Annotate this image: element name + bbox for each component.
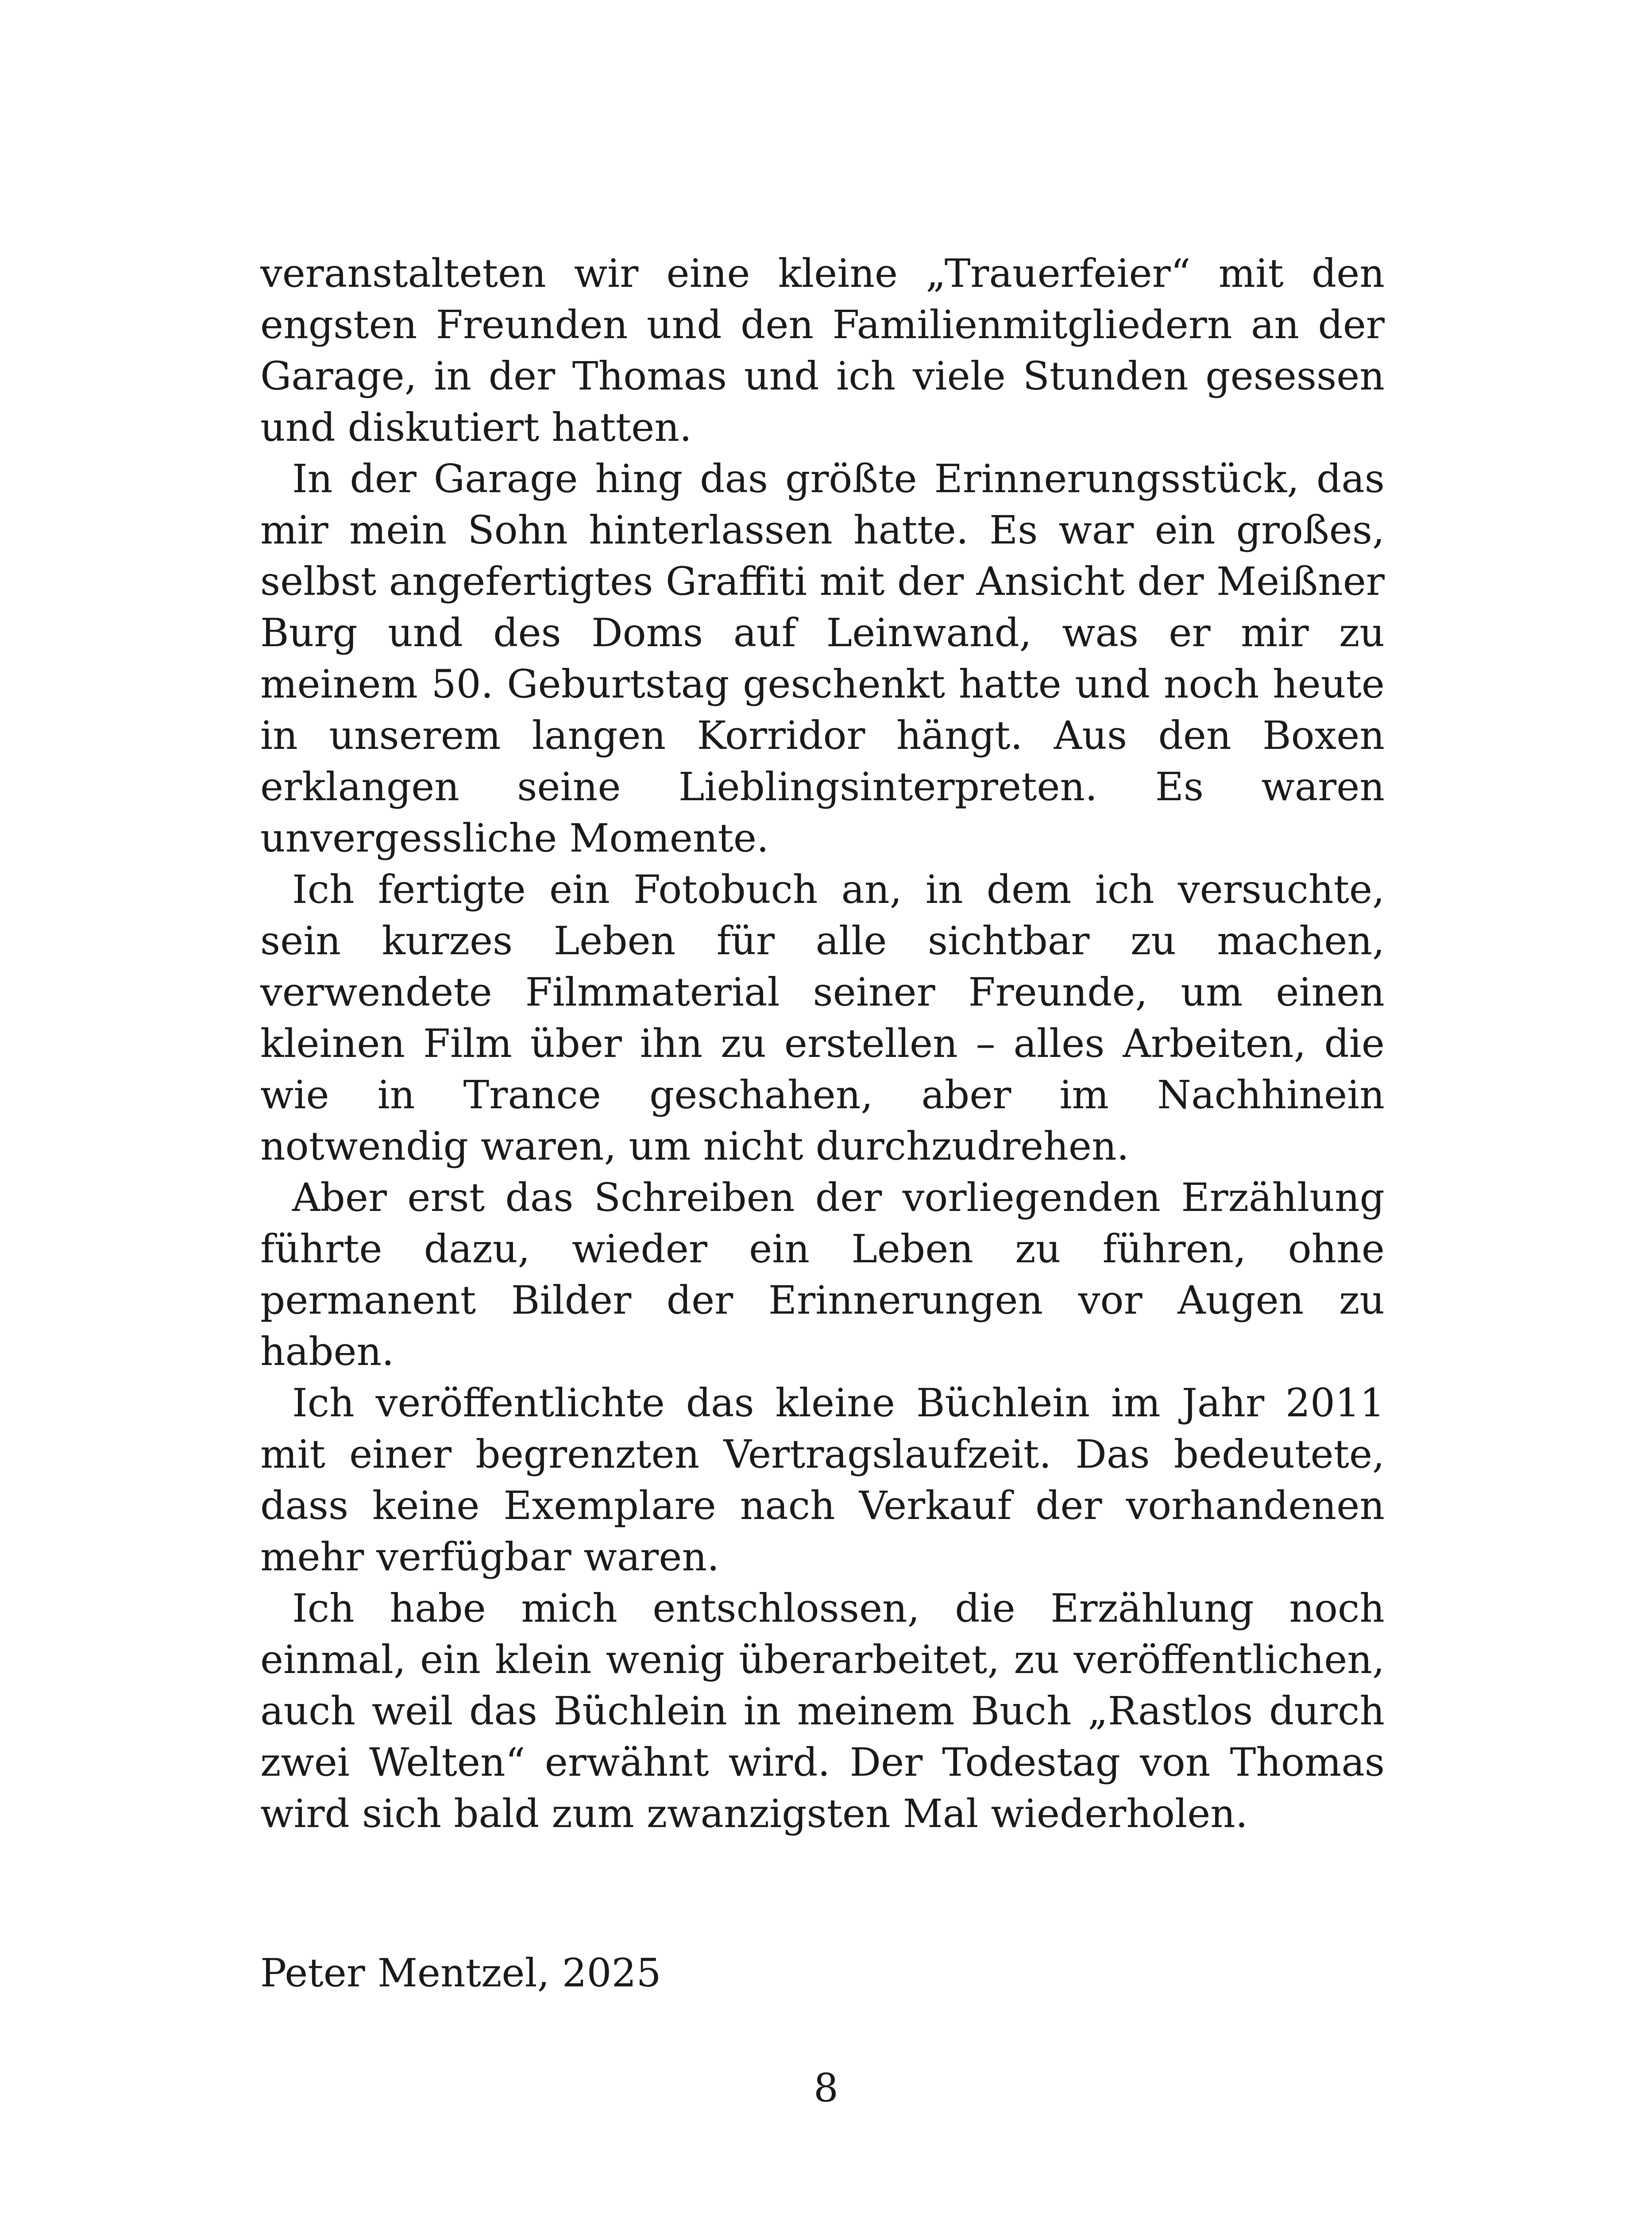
paragraph-2: In der Garage hing das größte Erinnerungsstück, das mir mein Sohn hinterlassen hatte. Es war ein großes, selbst angefertigtes Graffiti mit der Ansicht der Meißner Burg und des Doms auf Leinwand, was er mir zu meinem 50. Geburtstag geschenkt hatte und noch heute in unserem langen Korridor hängt. Aus den Boxen erklangen seine Lieblingsinterpreten. Es waren unvergessliche Momente. bbox=[260, 456, 1385, 861]
paragraph-6: Ich habe mich entschlossen, die Erzählung noch einmal, ein klein wenig überarbeitet, zu veröffentlichen, auch weil das Büchlein in meinem Buch „Rastlos durch zwei Welten“ erwähnt wird. Der Todestag von Thomas wird sich bald zum zwanzigsten Mal wiederholen. bbox=[260, 1585, 1385, 1836]
paragraph-5: Ich veröffentlichte das kleine Büchlein im Jahr 2011 mit einer begrenzten Vertragslaufzeit. Das bedeutete, dass keine Exemplare nach Verkauf der vorhandenen mehr verfügbar waren. bbox=[260, 1380, 1385, 1580]
paragraph-4: Aber erst das Schreiben der vorliegenden Erzählung führte dazu, wieder ein Leben zu führen, ohne permanent Bilder der Erinnerungen vor Augen zu haben. bbox=[260, 1175, 1385, 1374]
paragraph-3: Ich fertigte ein Fotobuch an, in dem ich versuchte, sein kurzes Leben für alle sichtbar zu machen, verwendete Filmmaterial seiner Freunde, um einen kleinen Film über ihn zu erstellen – alles Arbeiten, die wie in Trance geschahen, aber im Nachhinein notwendig waren, um nicht durchzudrehen. bbox=[260, 867, 1385, 1169]
page-number: 8 bbox=[814, 2065, 838, 2111]
paragraph-1: veranstalteten wir eine kleine „Trauerfeier“ mit den engsten Freunden und den Familienmitgliedern an der Garage, in der Thomas und ich viele Stunden gesessen und diskutiert hatten. bbox=[260, 251, 1385, 450]
page-body bbox=[260, 248, 1385, 1839]
author-signature: Peter Mentzel, 2025 bbox=[260, 1950, 661, 1996]
